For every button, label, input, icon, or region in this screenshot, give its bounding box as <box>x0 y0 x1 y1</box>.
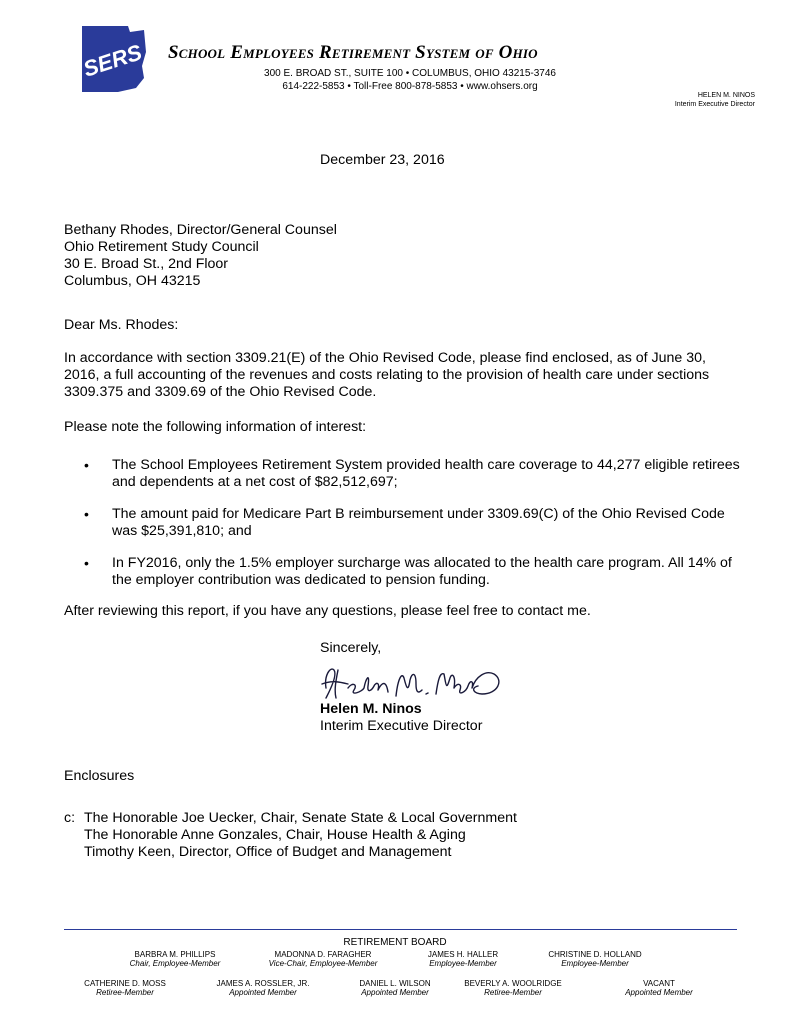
member-role: Employee-Member <box>429 959 497 968</box>
member-role: Appointed Member <box>229 988 297 997</box>
member-name: JAMES H. HALLER <box>427 950 499 959</box>
member-role: Retiree-Member <box>96 988 154 997</box>
member-name: BEVERLY A. WOOLRIDGE <box>464 979 562 988</box>
closing-paragraph: After reviewing this report, if you have any questions, please feel free to contact me. <box>64 603 591 619</box>
member-role: Appointed Member <box>361 988 429 997</box>
board-title: RETIREMENT BOARD <box>343 937 447 948</box>
logo-text: SERS <box>80 39 145 82</box>
cc-label: c: <box>64 810 76 826</box>
member-role: Appointed Member <box>625 988 693 997</box>
executive-director-title: Interim Executive Director <box>674 101 755 108</box>
member-name: VACANT <box>643 979 675 988</box>
intro-paragraph: In accordance with section 3309.21(E) of the Ohio Revised Code, please find enclosed, as of June 30, 2016, a full accounting of the revenues and costs relating to the provision of health care under sections 3309.375 and 3309.69 of the Ohio Revised Code. <box>64 350 710 400</box>
bullet-icon: • <box>84 457 89 473</box>
member-name: CATHERINE D. MOSS <box>84 979 166 988</box>
bullet-text: The amount paid for Medicare Part B reimbursement under 3309.69(C) of the Ohio Revised Code was $25,391,810; and <box>112 506 725 539</box>
bullet-text: The School Employees Retirement System provided health care coverage to 44,277 eligible retirees and dependents at a net cost of $82,512,697; <box>112 457 740 490</box>
bullet-text: In FY2016, only the 1.5% employer surcharge was allocated to the health care program. All 14% of the employer contribution was dedicated to pension funding. <box>112 555 732 588</box>
recipient-line: Ohio Retirement Study Council <box>64 239 259 255</box>
board-member <box>198 979 328 997</box>
member-name: JAMES A. ROSSLER, JR. <box>216 979 310 988</box>
bullet-icon: • <box>84 555 89 571</box>
member-name: CHRISTINE D. HOLLAND <box>548 950 642 959</box>
info-lead-in: Please note the following information of interest: <box>64 419 367 435</box>
cc-recipient: The Honorable Joe Uecker, Chair, Senate State & Local Government <box>84 810 517 826</box>
footer-divider <box>64 929 737 930</box>
board-member <box>330 979 460 997</box>
signer-name: Helen M. Ninos <box>320 701 422 717</box>
member-name: DANIEL L. WILSON <box>359 979 431 988</box>
recipient-line: Columbus, OH 43215 <box>64 273 201 289</box>
organization-name: School Employees Retirement System of Ohio <box>168 42 538 63</box>
cc-recipient: Timothy Keen, Director, Office of Budget and Management <box>84 844 452 860</box>
board-member <box>60 979 190 997</box>
executive-director-name: HELEN M. NINOS <box>697 92 755 99</box>
cc-recipient: The Honorable Anne Gonzales, Chair, House Health & Aging <box>84 827 466 843</box>
member-role: Chair, Employee-Member <box>129 959 221 968</box>
board-member <box>448 979 578 997</box>
salutation: Dear Ms. Rhodes: <box>64 317 179 333</box>
organization-contact: 614-222-5853 • Toll-Free 800-878-5853 • www.ohsers.org <box>282 81 538 92</box>
complimentary-close: Sincerely, <box>320 640 382 656</box>
member-role: Retiree-Member <box>484 988 542 997</box>
board-member <box>398 950 528 968</box>
member-name: BARBRA M. PHILLIPS <box>134 950 216 959</box>
board-member <box>594 979 724 997</box>
recipient-line: 30 E. Broad St., 2nd Floor <box>64 256 229 272</box>
organization-address: 300 E. BROAD ST., SUITE 100 • COLUMBUS, OHIO 43215-3746 <box>264 68 556 79</box>
sers-ohio-logo <box>78 22 150 94</box>
board-member <box>110 950 240 968</box>
recipient-line: Bethany Rhodes, Director/General Counsel <box>64 222 337 238</box>
member-role: Employee-Member <box>561 959 629 968</box>
letter-date: December 23, 2016 <box>320 152 445 168</box>
member-name: MADONNA D. FARAGHER <box>274 950 372 959</box>
handwritten-signature <box>318 658 514 704</box>
member-role: Vice-Chair, Employee-Member <box>268 959 378 968</box>
board-member <box>258 950 388 968</box>
enclosures-notation: Enclosures <box>64 768 135 784</box>
board-member <box>530 950 660 968</box>
signer-title: Interim Executive Director <box>320 718 483 734</box>
bullet-icon: • <box>84 506 89 522</box>
